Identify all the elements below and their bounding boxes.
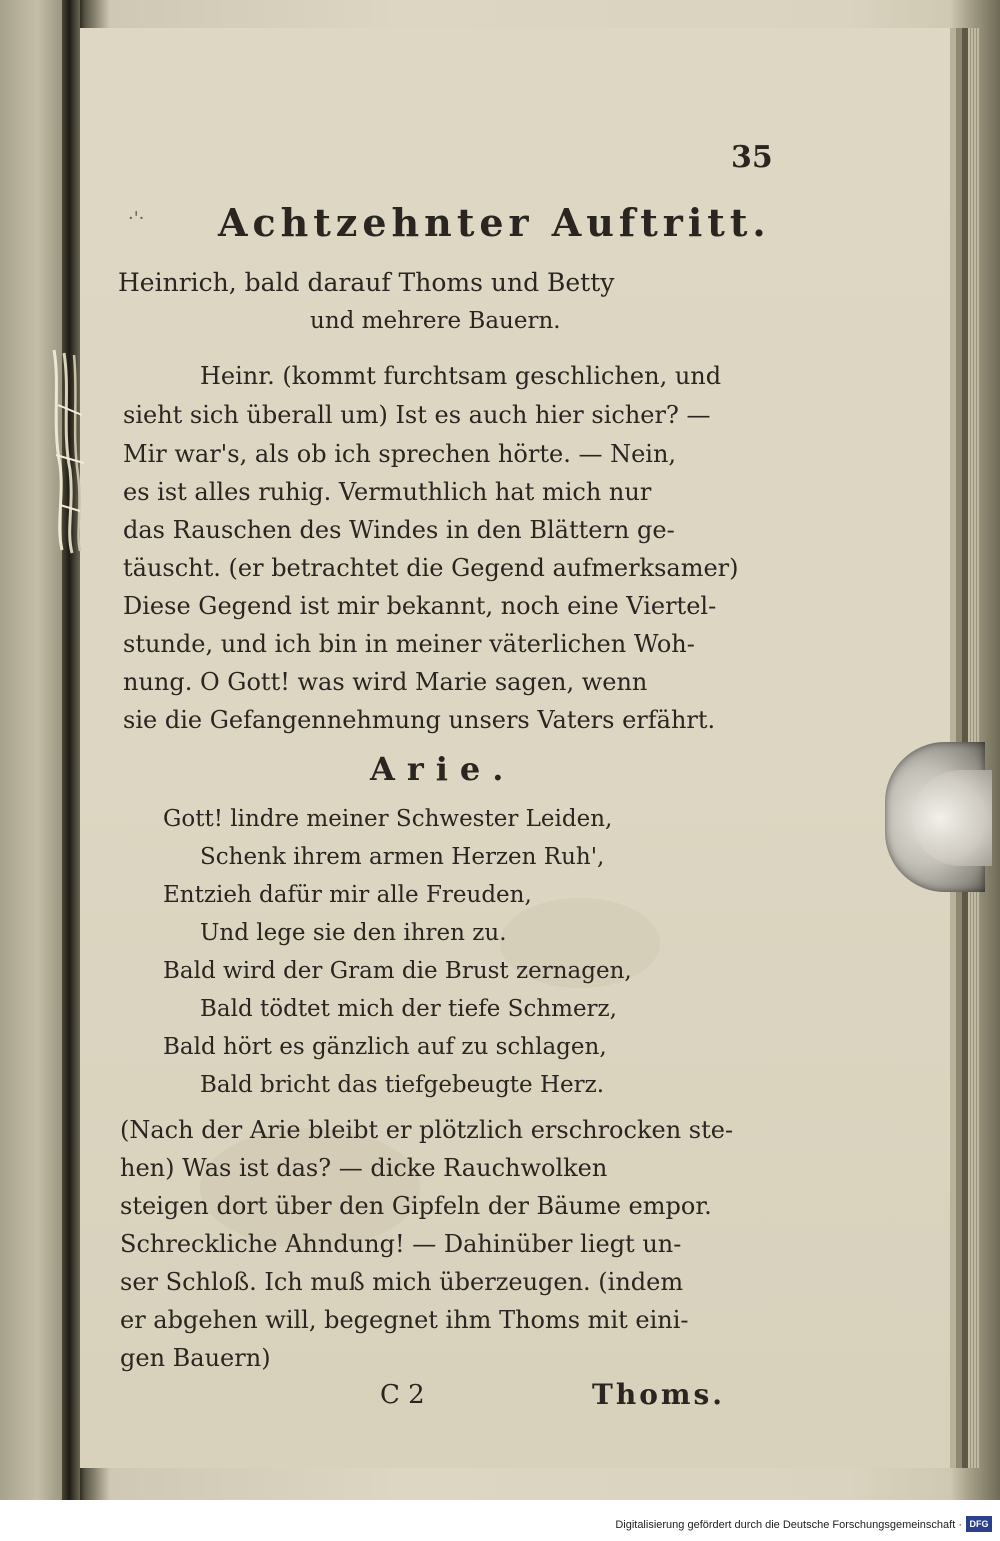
stage-direction-line: er abgehen will, begegnet ihm Thoms mit eini- [120,1306,689,1334]
scene-title: Achtzehnter Auftritt. [218,200,771,245]
left-page-edge [0,0,62,1541]
verse-line: Schenk ihrem armen Herzen Ruh', [200,844,605,870]
verse-line: Und lege sie den ihren zu. [200,920,507,946]
footer-credit: Digitalisierung gefördert durch die Deutsche Forschungsgemeinschaft · [615,1519,962,1531]
verse-line: Bald hört es gänzlich auf zu schlagen, [163,1034,607,1060]
prose-line: nung. O Gott! was wird Marie sagen, wenn [123,668,648,696]
verse-line: Bald bricht das tiefgebeugte Herz. [200,1072,605,1098]
prose-line: Diese Gegend ist mir bekannt, noch eine Viertel- [123,592,717,620]
characters-line: und mehrere Bauern. [310,308,561,334]
aria-heading: Arie. [370,750,516,788]
book-gutter [62,0,80,1541]
prose-line: Heinr. (kommt furchtsam geschlichen, und [200,362,722,390]
dfg-logo: DFG [966,1516,992,1532]
verse-line: Entzieh dafür mir alle Freuden, [163,882,532,908]
signature-mark: C 2 [380,1380,425,1410]
stage-direction-line: ser Schloß. Ich muß mich überzeugen. (indem [120,1268,684,1296]
binding-thread [46,345,90,555]
prose-line: stunde, und ich bin in meiner väterlichen Woh- [123,630,695,658]
prose-line: das Rauschen des Windes in den Blättern ge- [123,516,675,544]
stage-direction-line: (Nach der Arie bleibt er plötzlich erschrocken ste- [120,1116,734,1144]
prose-line: täuscht. (er betrachtet die Gegend aufmerksamer) [123,554,739,582]
prose-line: sie die Gefangennehmung unsers Vaters erfährt. [123,706,716,734]
page-number: 35 [731,140,773,175]
prose-line: es ist alles ruhig. Vermuthlich hat mich nur [123,478,652,506]
stage-direction-line: Schreckliche Ahndung! — Dahinüber liegt un- [120,1230,682,1258]
verse-line: Bald tödtet mich der tiefe Schmerz, [200,996,617,1022]
verse-line: Gott! lindre meiner Schwester Leiden, [163,806,613,832]
catchword: Thoms. [592,1378,726,1411]
stage-direction-line: gen Bauern) [120,1344,271,1372]
stage-direction-line: hen) Was ist das? — dicke Rauchwolken [120,1154,608,1182]
verse-line: Bald wird der Gram die Brust zernagen, [163,958,632,984]
prose-line: Mir war's, als ob ich sprechen hörte. — Nein, [123,440,677,468]
ornament-mark: ·'· [128,208,145,229]
characters-line: Heinrich, bald darauf Thoms und Betty [118,268,615,297]
prose-line: sieht sich überall um) Ist es auch hier sicher? — [123,401,711,429]
stage-direction-line: steigen dort über den Gipfeln der Bäume empor. [120,1192,712,1220]
